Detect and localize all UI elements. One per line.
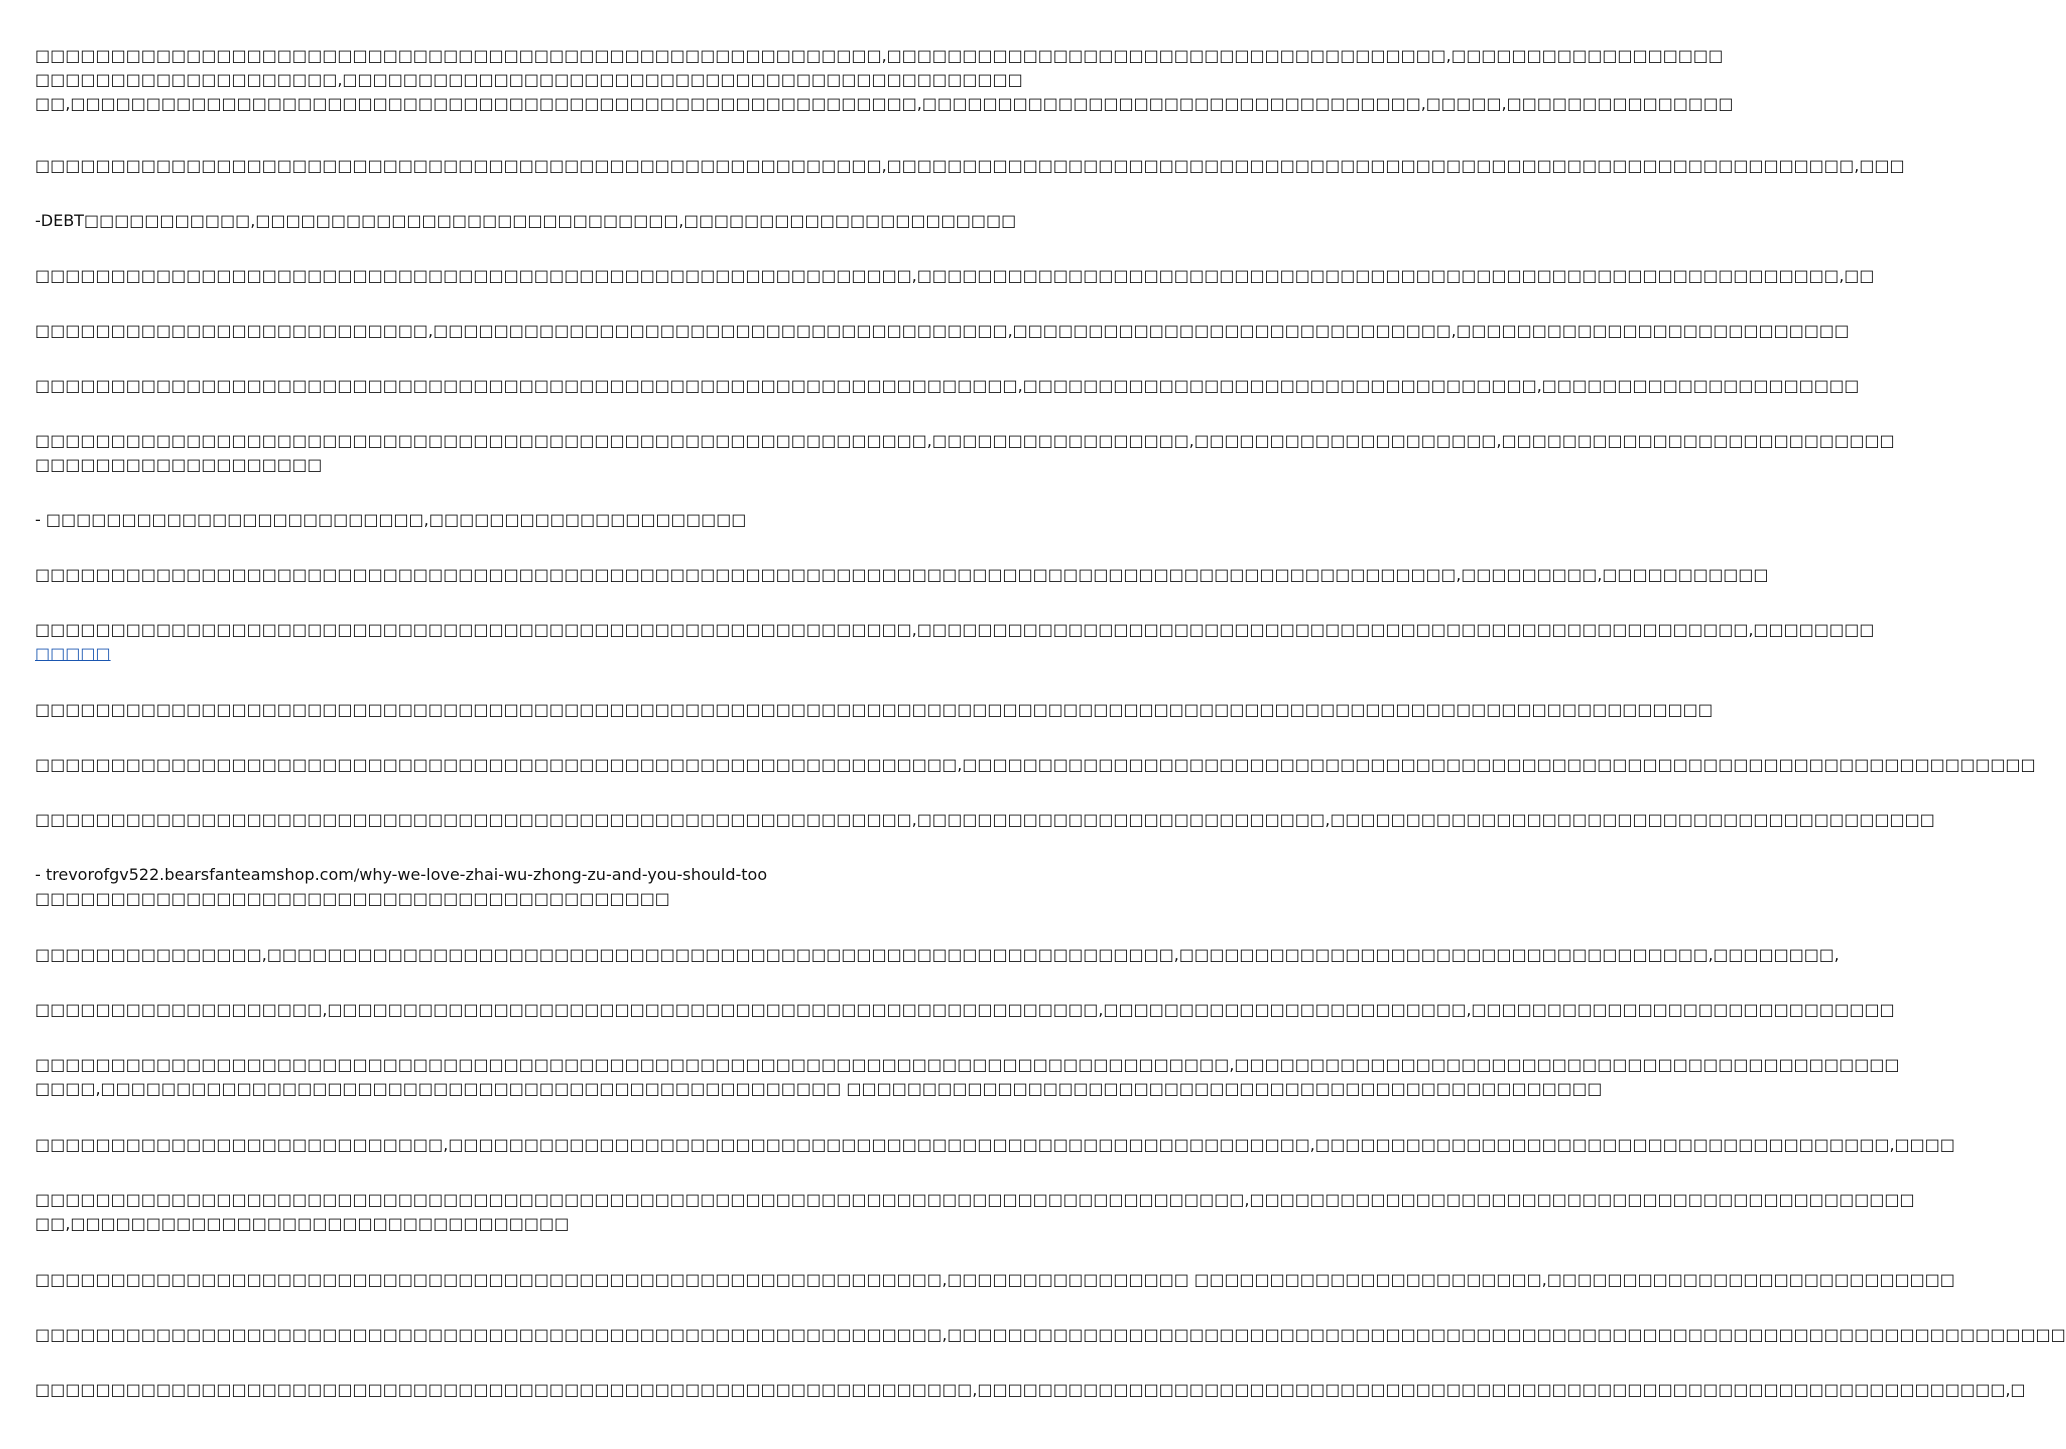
- paragraph: [35, 1323, 2066, 1347]
- paragraph: [35, 1268, 1956, 1292]
- text-line: □□□□□□□□□□□□□□□□□□□□□□□□□□□□□□□□□□□□□□□□□□□□□□□□□□□□□□□□□□□□□□□□□,□□□□□□□□□□□□□□□□□□□□□□□□□□□□□□□□□□,□□□□□□□□□□□□□□□□□□□□□: [35, 376, 1860, 395]
- document-page: [35, 0, 2066, 1449]
- text-line: □□,□□□□□□□□□□□□□□□□□□□□□□□□□□□□□□□□□□□□□□□□□□□□□□□□□□□□□□□□,□□□□□□□□□□□□□□□□□□□□□□□□□□□□□□□□□,□□□□□,□□□□□□□□□□□□□□□: [35, 94, 1734, 113]
- paragraph: [35, 264, 1875, 288]
- paragraph: [35, 1053, 1900, 1101]
- paragraph: [35, 429, 1895, 477]
- text-line: □□□□□□□□□□□□□□□□□□□□□□□□□□□□□□□□□□□□□□□□□□□□□□□□□□□□□□□□□□□□□□□□□□□□□□□□□□□□□□□□□□□□□□□□□□□□□□,□□□□□□□□□,□□□□□□□□□□□: [35, 565, 1769, 584]
- paragraph: [35, 374, 1860, 398]
- text-line: □□□□□□□□□□□□□□□□□□□□□□□□□□□□□□□□□□□□□□□□□□□□□□□□□□□□□□□□□□□□□□□□□□□□□□□□□□□□□□□,□□□□□□□□□□□□□□□□□□□□□□□□□□□□□□□□□□□□□□□□□□□□: [35, 1055, 1900, 1074]
- paragraph: [35, 943, 1840, 967]
- text-line: □□□□□□□□□□□□□□□□□□□□□□□□□□□,□□□□□□□□□□□□□□□□□□□□□□□□□□□□□□□□□□□□□□□□□□□□□□□□□□□□□□□□□,□□□□□□□□□□□□□□□□□□□□□□□□□□□□□□□□□□□□□□,□□□□: [35, 1135, 1956, 1154]
- paragraph: [35, 1133, 1956, 1157]
- paragraph: [35, 753, 2036, 777]
- text-line: □□□□□□□□□□□□□□□□□□□□□□□□□□□□□□□□□□□□□□□□□□□□□□□□□□□□□□□□,□□□□□□□□□□□□□□□□□□□□□□□□□□□□□□□□□□□□□□□□□□□□□□□□□□□□□□□□□□□□□□□□,□□□: [35, 156, 1905, 175]
- paragraph: [35, 998, 1895, 1022]
- paragraph: [35, 563, 1769, 587]
- text-line: □□□□□□□□□□□□□□□□□□□□□□□□□□□□□□□□□□□□□□□□□□□□□□□□□□□□□□□□□□□□□□,□□□□□□□□□□□□□□□□□□□□□□□□□□□□□□□□□□□□□□□□□□□□□□□□□□□□□□□□□□□□□□□□□□□□,□: [35, 1380, 2026, 1399]
- text-line: □□□□□□□□□□□□□□□□□□□□□□□□□□□□□□□□□□□□□□□□□□□□□□□□□□□□□□□□□□□□,□□□□□□□□□□□□□□□□ □□□□□□□□□□□□□□□□□□□□□□□,□□□□□□□□□□□□□□□□□□□□□□□□□□□: [35, 1270, 1956, 1289]
- paragraph: [35, 319, 1850, 343]
- paragraph: [35, 154, 1905, 178]
- text-line: □□□□,□□□□□□□□□□□□□□□□□□□□□□□□□□□□□□□□□□□□□□□□□□□□□□□□□ □□□□□□□□□□□□□□□□□□□□□□□□□□□□□□□□□□□□□□□□□□□□□□□□□□: [35, 1079, 1603, 1098]
- paragraph: [35, 508, 990, 532]
- list-item: - trevorofgv522.bearsfanteamshop.com/why-we-love-zhai-wu-zhong-zu-and-you-should-too: [35, 865, 768, 884]
- paragraph: [35, 44, 1734, 116]
- text-line: -DEBT□□□□□□□□□□□,□□□□□□□□□□□□□□□□□□□□□□□□□□□□,□□□□□□□□□□□□□□□□□□□□□□: [35, 211, 1017, 230]
- text-line: □□□□□□□□□□□□□□□□□□□□□□□□□□□□□□□□□□□□□□□□□□□□□□□□□□□□□□□□,□□□□□□□□□□□□□□□□□□□□□□□□□□□□□□□□□□□□□,□□□□□□□□□□□□□□□□□□: [35, 46, 1724, 65]
- paragraph: [35, 698, 1714, 722]
- text-line: □□□□□□□□□□□□□□□□□□□□□□□□□□□□□□□□□□□□□□□□□□□□□□□□□□□□□□□□□□,□□□□□□□□□□□□□□□□□□□□□□□□□□□□□□□□□□□□□□□□□□□□□□□□□□□□□□□□□□□□□,□□: [35, 266, 1875, 285]
- text-line: □□□□□□□□□□□□□□□□□□□□□□□□□□□□□□□□□□□□□□□□□□: [35, 889, 670, 908]
- paragraph: [35, 618, 1875, 666]
- text-line: □□□□□□□□□□□□□□□□□□□: [35, 455, 323, 474]
- text-line: □□□□□□□□□□□□□□□□□□□□□□□□□□□□□□□□□□□□□□□□□□□□□□□□□□□□□□□□□□□□□□□□□□□□□□□□□□□□□□□□□□□□□□□□□□□□□□□□□□□□□□□□□□□□□□□: [35, 700, 1714, 719]
- paragraph: [35, 1188, 1915, 1236]
- paragraph: [35, 863, 990, 911]
- text-line: □□,□□□□□□□□□□□□□□□□□□□□□□□□□□□□□□□□□: [35, 1214, 570, 1233]
- paragraph-link-line: [35, 642, 990, 666]
- text-line: □□□□□□□□□□□□□□□□□□□□□□□□□□□□□□□□□□□□□□□□□□□□□□□□□□□□□□□□□□□□,□□□□□□□□□□□□□□□□□□□□□□□□□□□□□□□□□□□□□□□□□□□□□□□□□□□□□□□□□□□□□□□□□□□□□□□□□□: [35, 1325, 2066, 1344]
- text-line: □□□□□□□□□□□□□□□,□□□□□□□□□□□□□□□□□□□□□□□□□□□□□□□□□□□□□□□□□□□□□□□□□□□□□□□□□□□□,□□□□□□□□□□□□□□□□□□□□□□□□□□□□□□□□□□□,□□□□□□□□,: [35, 945, 1840, 964]
- paragraph: [35, 808, 1935, 832]
- text-line: □□□□□□□□□□□□□□□□□□□□□□□□□□□□□□□□□□□□□□□□□□□□□□□□□□□□□□□□□□□□□□□□□□□□□□□□□□□□□□□□,□□□□□□□□□□□□□□□□□□□□□□□□□□□□□□□□□□□□□□□□□□□□: [35, 1190, 1915, 1209]
- list-item: - □□□□□□□□□□□□□□□□□□□□□□□□□,□□□□□□□□□□□□□□□□□□□□□: [35, 510, 747, 529]
- text-line: □□□□□□□□□□□□□□□□□□□□□□□□□□□□□□□□□□□□□□□□□□□□□□□□□□□□□□□□□□□,□□□□□□□□□□□□□□□□□,□□□□□□□□□□□□□□□□□□□□,□□□□□□□□□□□□□□□□□□□□□□□□□□: [35, 431, 1895, 450]
- inline-link[interactable]: □□□□□: [35, 644, 111, 663]
- text-line: □□□□□□□□□□□□□□□□□□□,□□□□□□□□□□□□□□□□□□□□□□□□□□□□□□□□□□□□□□□□□□□□□□□□□□□,□□□□□□□□□□□□□□□□□□□□□□□□,□□□□□□□□□□□□□□□□□□□□□□□□□□□□: [35, 1000, 1895, 1019]
- text-line: □□□□□□□□□□□□□□□□□□□□□□□□□□□□□□□□□□□□□□□□□□□□□□□□□□□□□□□□□□,□□□□□□□□□□□□□□□□□□□□□□□□□□□,□□□□□□□□□□□□□□□□□□□□□□□□□□□□□□□□□□□□□□□□: [35, 810, 1935, 829]
- text-line: □□□□□□□□□□□□□□□□□□□□□□□□□□□□□□□□□□□□□□□□□□□□□□□□□□□□□□□□□□□□□,□□□□□□□□□□□□□□□□□□□□□□□□□□□□□□□□□□□□□□□□□□□□□□□□□□□□□□□□□□□□□□□□□□□□□□□: [35, 755, 2036, 774]
- paragraph: [35, 209, 1017, 233]
- text-line: □□□□□□□□□□□□□□□□□□□□,□□□□□□□□□□□□□□□□□□□□□□□□□□□□□□□□□□□□□□□□□□□□□: [35, 70, 1023, 89]
- text-line: □□□□□□□□□□□□□□□□□□□□□□□□□□,□□□□□□□□□□□□□□□□□□□□□□□□□□□□□□□□□□□□□□,□□□□□□□□□□□□□□□□□□□□□□□□□□□□□,□□□□□□□□□□□□□□□□□□□□□□□□□□: [35, 321, 1850, 340]
- paragraph: [35, 1378, 2026, 1402]
- text-line: □□□□□□□□□□□□□□□□□□□□□□□□□□□□□□□□□□□□□□□□□□□□□□□□□□□□□□□□□□,□□□□□□□□□□□□□□□□□□□□□□□□□□□□□□□□□□□□□□□□□□□□□□□□□□□□□□□,□□□□□□□□: [35, 620, 1875, 639]
